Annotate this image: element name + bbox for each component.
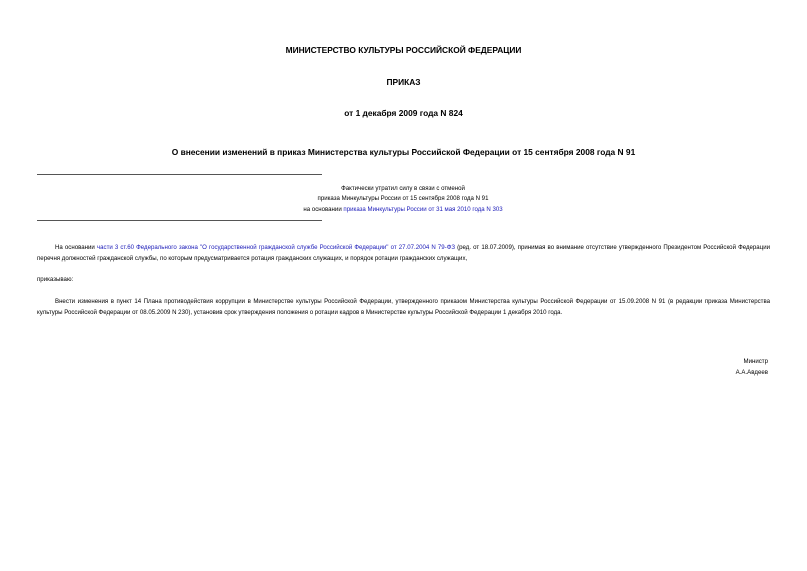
preamble-prefix: На основании <box>55 244 97 251</box>
status-note-line-1: Фактически утратил силу в связи с отменой <box>341 185 465 192</box>
date-number-heading: от 1 декабря 2009 года N 824 <box>344 108 463 118</box>
signatory-title: Министр <box>743 358 768 365</box>
status-note-line-3 <box>185 205 621 215</box>
status-note <box>185 184 621 215</box>
signature-block <box>736 357 768 378</box>
repeal-order-link[interactable]: приказа Минкультуры России от 31 мая 2010 года N 303 <box>343 205 503 213</box>
note-divider-top <box>37 174 322 175</box>
signatory-name: А.А.Авдеев <box>735 368 768 376</box>
ministry-heading: МИНИСТЕРСТВО КУЛЬТУРЫ РОССИЙСКОЙ ФЕДЕРАЦИИ <box>285 45 522 55</box>
subject-heading: О внесении изменений в приказ Министерства культуры Российской Федерации от 15 сентября 2008 года N 91 <box>171 147 636 157</box>
status-note-prefix: на основании <box>303 205 344 213</box>
note-divider-bottom <box>37 220 322 221</box>
preamble-suffix: (ред. от 18.07.2009), принимая во внимание отсутствие утвержденного Президентом Российской Федерации перечня должностей гражданской службы, по которым предусматривается ротация гражданских служащих, и порядок ротации гражданских служащих, <box>37 244 770 262</box>
preamble-paragraph <box>37 243 770 264</box>
document-type-heading: ПРИКАЗ <box>386 77 421 87</box>
amendment-paragraph: Внести изменения в пункт 14 Плана противодействия коррупции в Министерстве культуры Российской Федерации, утвержденного приказом Министерства культуры Российской Федерации от 15.09.2008 N 91 (в редакции приказа Министерства культуры Российской Федерации от 08.05.2009 N 230), установив срок утверждения положения о ротации кадров в Министерстве культуры Российской Федерации 1 декабря 2010 года. <box>37 298 770 316</box>
order-clause: приказываю: <box>37 276 74 283</box>
status-note-line-2: приказа Минкультуры России от 15 сентября 2008 года N 91 <box>317 195 489 203</box>
law-reference-link[interactable]: части 3 ст.60 Федерального закона "О государственной гражданской службе Российской Федерации" от 27.07.2004 N 79-ФЗ <box>96 244 456 251</box>
